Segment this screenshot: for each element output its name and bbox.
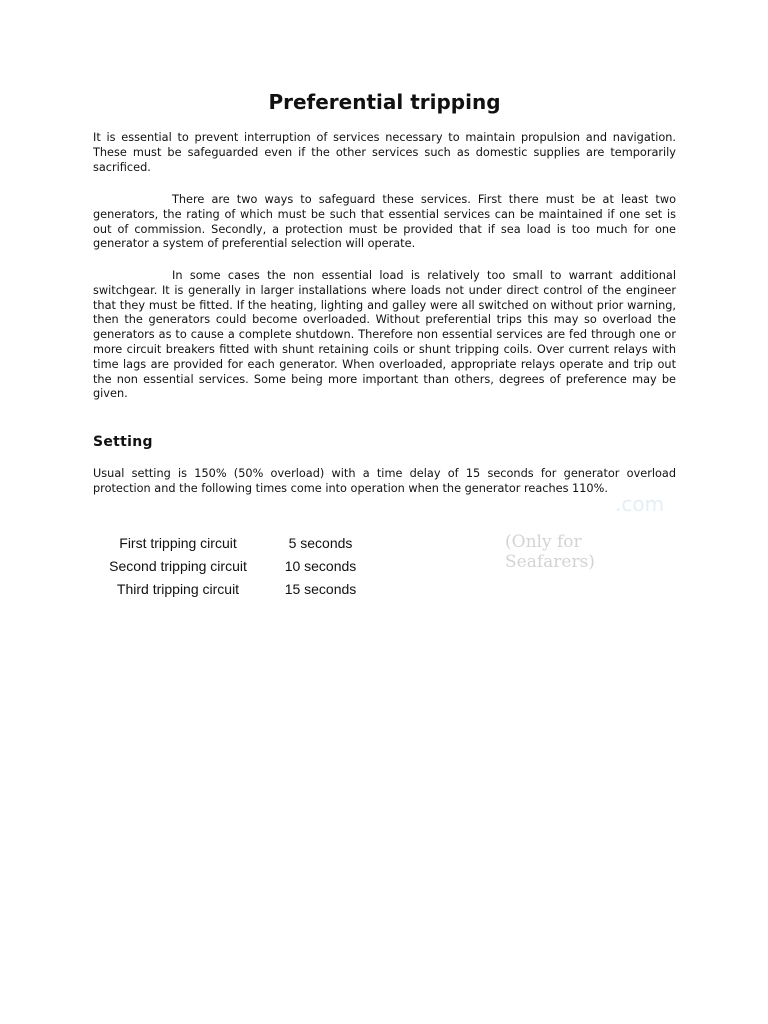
section-heading-setting: Setting	[93, 434, 153, 450]
tripping-circuit-time: 10 seconds	[284, 557, 357, 574]
watermark-subtitle: (Only for Seafarers)	[505, 532, 595, 572]
paragraph-safeguard: There are two ways to safeguard these services. First there must be at least two generators, the rating of which must be such that essential services can be maintained if one set is out of commission. Secondly, a protection must be provided that if sea load is too much for one generator a system of preferential selection will operate.	[93, 193, 676, 251]
tripping-times-table	[93, 531, 378, 600]
paragraph-intro: It is essential to prevent interruption of services necessary to maintain propulsion and navigation. These must be safeguarded even if the other services such as domestic supplies are temporarily sacrificed.	[93, 131, 676, 174]
tripping-circuit-name: Second tripping circuit	[109, 557, 247, 574]
document-page	[93, 0, 676, 1024]
page-title: Preferential tripping	[268, 90, 501, 114]
tripping-circuit-time: 5 seconds	[288, 534, 353, 551]
tripping-circuit-name: Third tripping circuit	[116, 580, 240, 597]
table-row	[93, 554, 378, 577]
tripping-circuit-name: First tripping circuit	[119, 534, 237, 551]
paragraph-non-essential: In some cases the non essential load is relatively too small to warrant additional switchgear. It is generally in larger installations where loads not under direct control of the engineer that they must be fitted. If the heating, lighting and galley were all switched on without prior warning, then the generators could become overloaded. Without preferential trips this may so overload the generators as to cause a complete shutdown. Therefore non essential services are fed through one or more circuit breakers fitted with shunt retaining coils or shunt tripping coils. Over current relays with time lags are provided for each generator. When overloaded, appropriate relays operate and trip out the non essential services. Some being more important than others, degrees of preference may be given.	[93, 269, 676, 401]
watermark-domain-suffix: .com	[615, 492, 665, 516]
table-row	[93, 577, 378, 600]
tripping-circuit-time: 15 seconds	[284, 580, 357, 597]
table-row	[93, 531, 378, 554]
paragraph-setting: Usual setting is 150% (50% overload) with a time delay of 15 seconds for generator overload protection and the following times come into operation when the generator reaches 110%.	[93, 467, 676, 495]
